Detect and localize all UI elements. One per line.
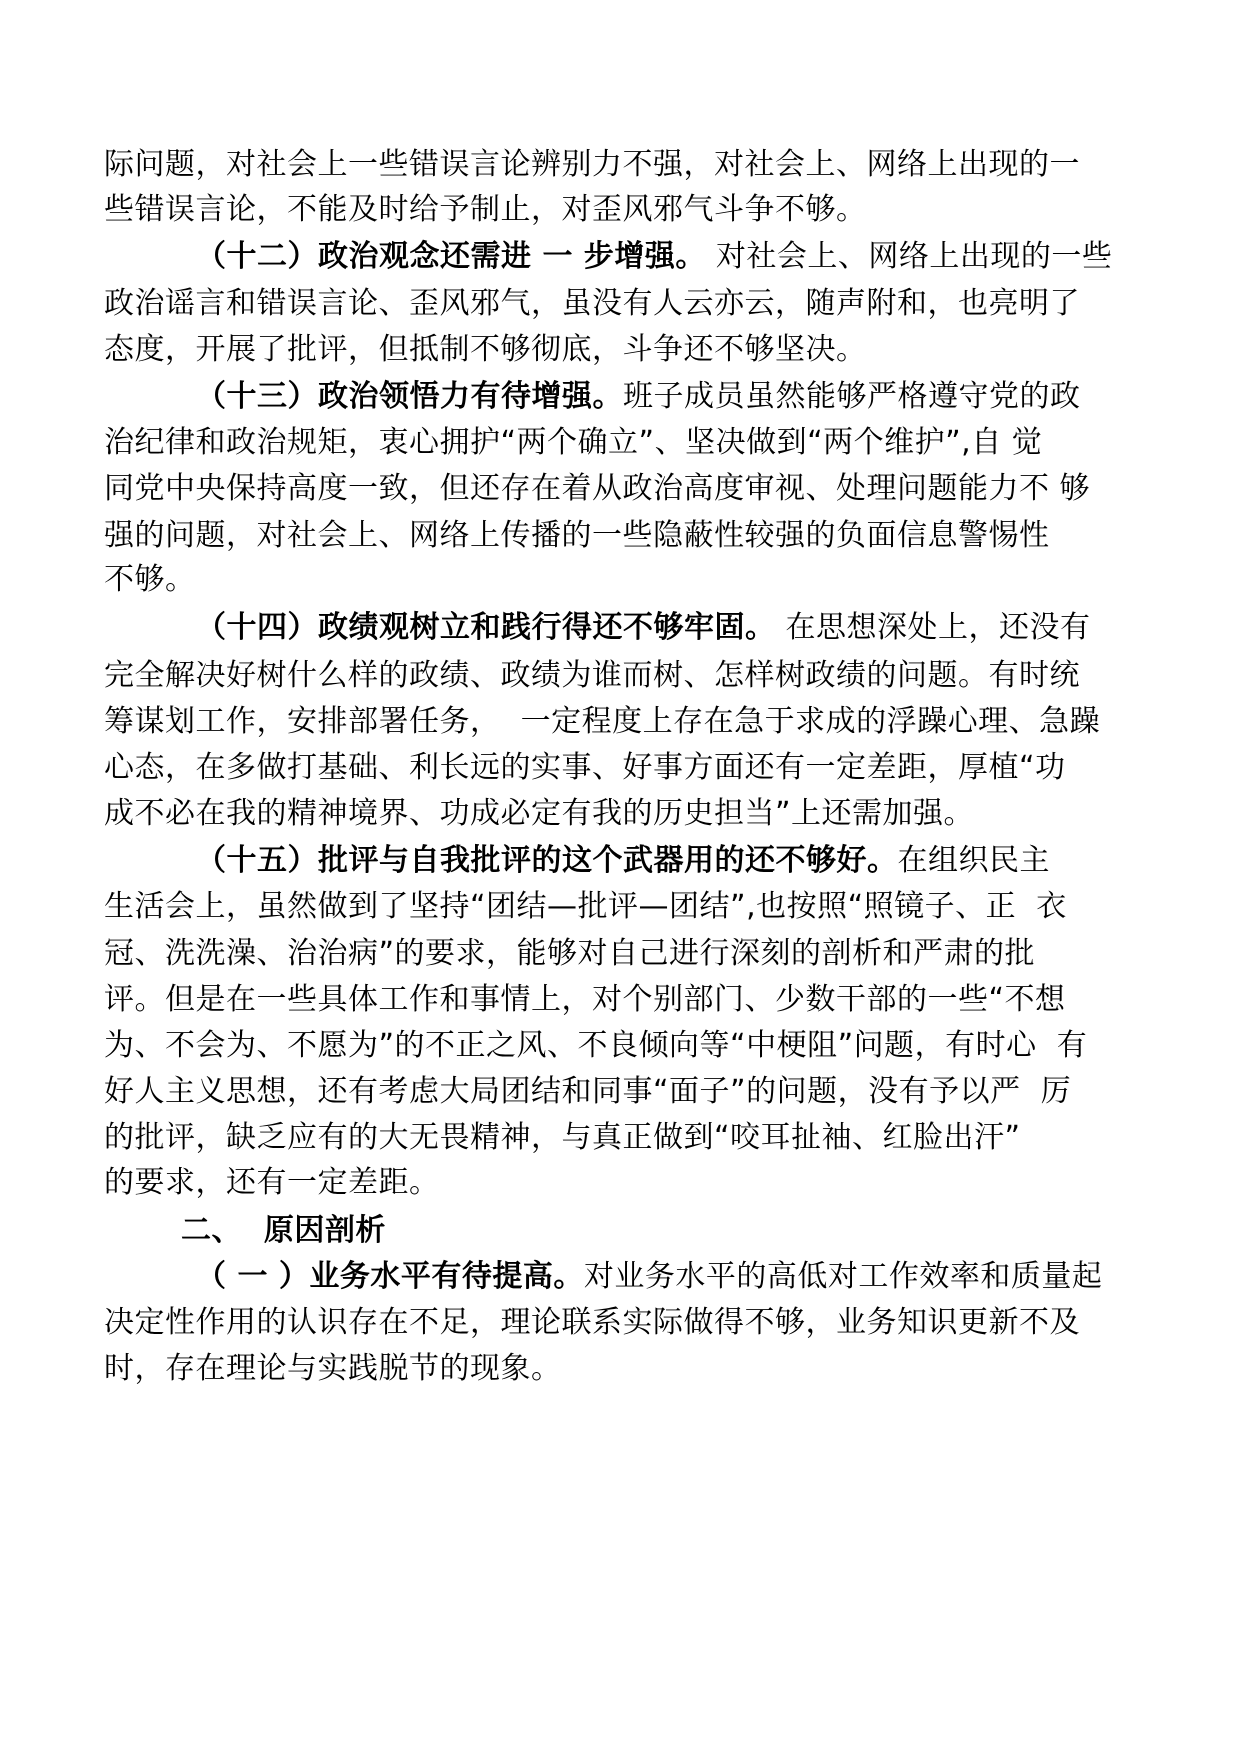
- section-heading-line: [196, 841, 1050, 881]
- body-text: 时，存在理论与实践脱节的现象。: [104, 1351, 562, 1386]
- paragraph-line: [104, 423, 1042, 463]
- paragraph-line: [104, 980, 1066, 1020]
- body-text: 对社会上、网络上出现的一些: [705, 239, 1113, 274]
- body-text: 在思想深处上，还没有: [775, 610, 1091, 645]
- paragraph-line: [104, 469, 1090, 509]
- body-text: 生活会上，虽然做到了坚持“团结—批评—团结”,也按照“照镜子、正 衣: [104, 889, 1067, 924]
- paragraph-line: [104, 516, 1050, 556]
- body-text: 些错误言论，不能及时给予制止，对歪风邪气斗争不够。: [104, 192, 867, 227]
- paragraph-line: [104, 330, 867, 370]
- chapter-heading: 二、 原因剖析: [181, 1213, 386, 1248]
- body-text: 冠、洗洗澡、治治病”的要求，能够对自己进行深刻的剖析和严肃的批: [104, 936, 1036, 971]
- body-text: 强的问题，对社会上、网络上传播的一些隐蔽性较强的负面信息警惕性: [104, 518, 1050, 553]
- body-text: 班子成员虽然能够严格遵守党的政: [623, 379, 1081, 414]
- body-text: 的批评，缺乏应有的大无畏精神，与真正做到“咬耳扯袖、红脸出汗”: [104, 1120, 1021, 1155]
- paragraph-line: [104, 1349, 562, 1389]
- paragraph-line: [104, 284, 1080, 324]
- paragraph-line: [104, 1072, 1071, 1112]
- paragraph-line: [104, 748, 1066, 788]
- paragraph-line: [104, 1026, 1087, 1066]
- paragraph-line: [104, 1118, 1021, 1158]
- paragraph-line: [104, 887, 1067, 927]
- section-heading: （十三）政治领悟力有待增强。: [196, 379, 623, 414]
- section-heading-line: [196, 608, 1091, 648]
- paragraph-line: [104, 1163, 440, 1203]
- section-heading: （ 一 ）业务水平有待提高。: [196, 1259, 584, 1294]
- chapter-heading-line: [181, 1211, 386, 1251]
- paragraph-line: [104, 560, 196, 600]
- body-text: 态度，开展了批评，但抵制不够彻底，斗争还不够坚决。: [104, 332, 867, 367]
- paragraph-line: [104, 145, 1080, 185]
- section-heading: （十五）批评与自我批评的这个武器用的还不够好。: [196, 843, 898, 878]
- body-text: 在组织民主: [897, 843, 1050, 878]
- body-text: 决定性作用的认识存在不足，理论联系实际做得不够，业务知识更新不及: [104, 1305, 1080, 1340]
- paragraph-line: [104, 1303, 1080, 1343]
- body-text: 成不必在我的精神境界、功成必定有我的历史担当”上还需加强。: [104, 796, 975, 831]
- section-heading: （十四）政绩观树立和践行得还不够牢固。: [196, 610, 776, 645]
- section-heading-line: [196, 377, 1081, 417]
- body-text: 为、不会为、不愿为”的不正之风、不良倾向等“中梗阻”问题，有时心 有: [104, 1028, 1088, 1063]
- body-text: 筹谋划工作，安排部署任务， 一定程度上存在急于求成的浮躁心理、急躁: [104, 704, 1101, 739]
- paragraph-line: [104, 794, 974, 834]
- section-heading: （十二）政治观念还需进 一 步增强。: [196, 239, 706, 274]
- section-heading-line: [196, 237, 1112, 277]
- paragraph-line: [104, 702, 1100, 742]
- body-text: 际问题，对社会上一些错误言论辨别力不强，对社会上、网络上出现的一: [104, 147, 1080, 182]
- body-text: 同党中央保持高度一致，但还存在着从政治高度审视、处理问题能力不 够: [104, 471, 1091, 506]
- body-text: 的要求，还有一定差距。: [104, 1165, 440, 1200]
- section-heading-line: [196, 1257, 1102, 1297]
- body-text: 评。但是在一些具体工作和事情上，对个别部门、少数干部的一些“不想: [104, 982, 1066, 1017]
- paragraph-line: [104, 934, 1035, 974]
- body-text: 治纪律和政治规矩，衷心拥护“两个确立”、坚决做到“两个维护”,自 觉: [104, 425, 1043, 460]
- paragraph-line: [104, 190, 867, 230]
- body-text: 好人主义思想，还有考虑大局团结和同事“面子”的问题，没有予以严 厉: [104, 1074, 1072, 1109]
- body-text: 心态，在多做打基础、利长远的实事、好事方面还有一定差距，厚植“功: [104, 750, 1066, 785]
- body-text: 完全解决好树什么样的政绩、政绩为谁而树、怎样树政绩的问题。有时统: [104, 658, 1080, 693]
- body-text: 政治谣言和错误言论、歪风邪气，虽没有人云亦云，随声附和，也亮明了: [104, 286, 1080, 321]
- body-text: 对业务水平的高低对工作效率和质量起: [583, 1259, 1103, 1294]
- paragraph-line: [104, 656, 1080, 696]
- body-text: 不够。: [104, 562, 196, 597]
